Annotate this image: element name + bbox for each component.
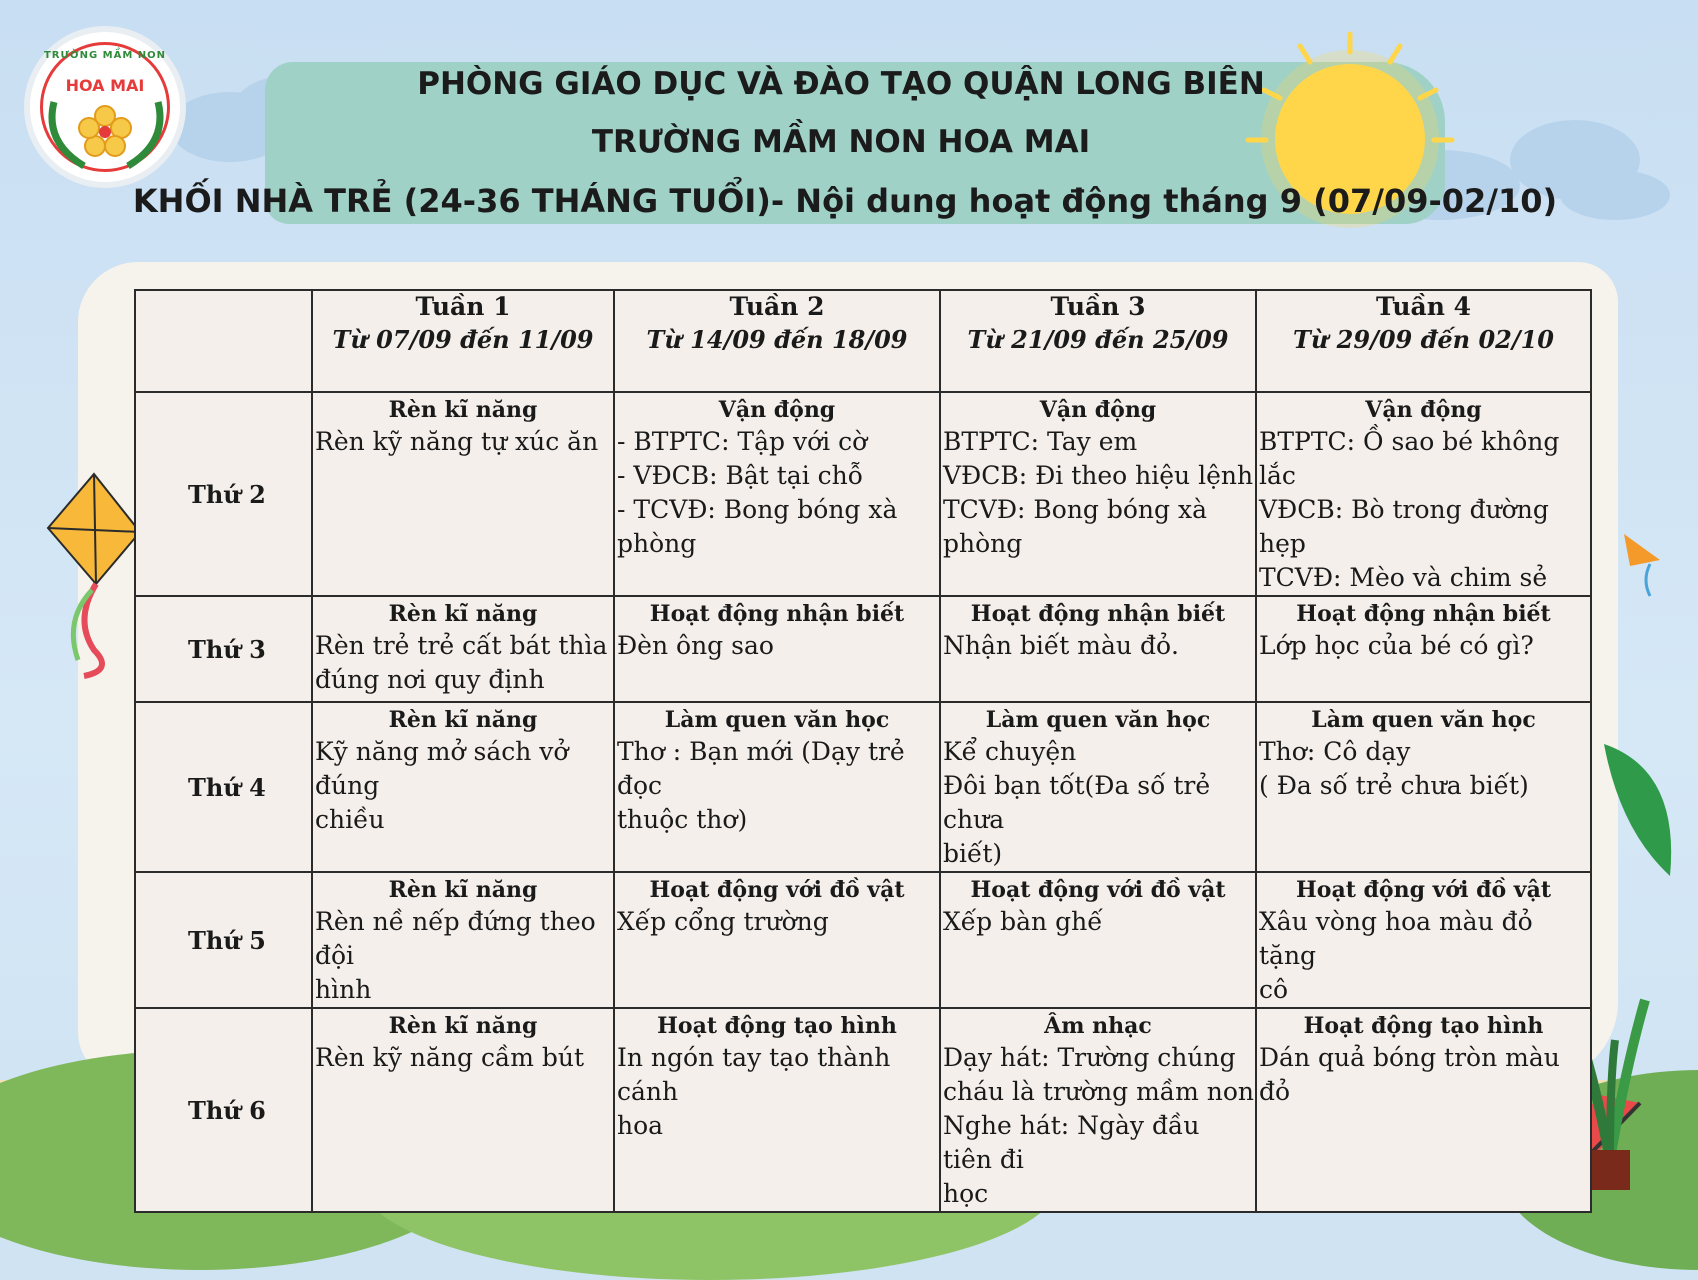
week-name: Tuần 2: [729, 292, 825, 321]
activity-line: - TCVĐ: Bong bóng xà: [617, 495, 898, 524]
week-range: Từ 29/09 đến 02/10: [1293, 325, 1554, 354]
activity-cell: [940, 1008, 1256, 1212]
activity-cell: [1256, 702, 1591, 872]
activity-cell: [614, 1008, 940, 1212]
day-cell: Thứ 3: [135, 596, 312, 702]
activity-cell: [614, 392, 940, 596]
activity-category: Hoạt động với đồ vật: [1295, 877, 1552, 903]
activity-line: cô: [1259, 975, 1289, 1004]
activity-line: chiều: [315, 805, 385, 834]
activity-category: Hoạt động nhận biết: [970, 601, 1226, 627]
activity-line: Dạy hát: Trường chúng: [943, 1043, 1236, 1072]
activity-line: VĐCB: Bò trong đường hẹp: [1259, 495, 1549, 558]
activity-cell: [940, 702, 1256, 872]
corner-cell: [135, 290, 312, 392]
activity-cell: [312, 596, 614, 702]
table-row: [135, 872, 1591, 1008]
activity-cell: [1256, 872, 1591, 1008]
activity-line: hình: [315, 975, 372, 1004]
leaf-decoration: [1600, 740, 1680, 880]
header-line-plan-title: KHỐI NHÀ TRẺ (24-36 THÁNG TUỔI)- Nội dung hoạt động tháng 9 (07/09-02/10): [132, 182, 1558, 220]
activity-cell: [940, 872, 1256, 1008]
leaf-wreath-icon: [44, 92, 168, 172]
activity-line: Xâu vòng hoa màu đỏ tặng: [1259, 907, 1533, 970]
activity-category: Hoạt động với đồ vật: [649, 877, 905, 903]
activity-category: Vận động: [1039, 397, 1157, 423]
activity-category: Làm quen văn học: [664, 707, 890, 733]
activity-line: In ngón tay tạo thành cánh: [617, 1043, 891, 1106]
activity-cell: [312, 702, 614, 872]
activity-cell: [1256, 1008, 1591, 1212]
activity-line: Lớp học của bé có gì?: [1259, 631, 1534, 660]
activity-line: Rèn nề nếp đứng theo đội: [315, 907, 596, 970]
table-header-row: [135, 290, 1591, 392]
activity-cell: [614, 596, 940, 702]
logo-name: HOA MAI: [65, 76, 145, 95]
day-cell: Thứ 4: [135, 702, 312, 872]
activity-line: thuộc thơ): [617, 805, 748, 834]
activity-cell: [312, 1008, 614, 1212]
activity-cell: [614, 872, 940, 1008]
activity-line: Dán quả bóng tròn màu đỏ: [1259, 1043, 1560, 1106]
activity-line: BTPTC: Ồ sao bé không lắc: [1259, 427, 1560, 490]
activity-category: Rèn kĩ năng: [388, 397, 538, 423]
activity-category: Làm quen văn học: [1311, 707, 1536, 733]
activity-line: VĐCB: Đi theo hiệu lệnh: [943, 461, 1254, 490]
activity-category: Hoạt động tạo hình: [1303, 1013, 1544, 1039]
activity-category: Vận động: [718, 397, 836, 423]
activity-category: Âm nhạc: [1044, 1013, 1152, 1039]
activity-category: Làm quen văn học: [985, 707, 1211, 733]
day-cell: Thứ 2: [135, 392, 312, 596]
school-logo: [24, 26, 186, 188]
activity-line: Thơ: Cô dạy: [1259, 737, 1411, 766]
header-line-department: PHÒNG GIÁO DỤC VÀ ĐÀO TẠO QUẬN LONG BIÊN: [417, 66, 1265, 102]
activity-line: ( Đa số trẻ chưa biết): [1259, 771, 1529, 800]
activity-cell: [940, 596, 1256, 702]
day-cell: Thứ 5: [135, 872, 312, 1008]
activity-category: Hoạt động nhận biết: [649, 601, 905, 627]
table-row: [135, 392, 1591, 596]
table-row: [135, 702, 1591, 872]
week-header: [312, 290, 614, 392]
activity-line: TCVĐ: Mèo và chim sẻ: [1259, 563, 1548, 592]
activity-category: Hoạt động nhận biết: [1296, 601, 1551, 627]
activity-line: Xếp bàn ghế: [943, 907, 1103, 936]
activity-category: Rèn kĩ năng: [388, 707, 538, 733]
activity-category: Rèn kĩ năng: [388, 877, 538, 903]
activity-line: phòng: [943, 529, 1023, 558]
week-header: [1256, 290, 1591, 392]
schedule-table: [134, 289, 1592, 1213]
week-name: Tuần 3: [1050, 292, 1146, 321]
activity-line: biết): [943, 839, 1003, 868]
activity-line: Đôi bạn tốt(Đa số trẻ chưa: [943, 771, 1211, 834]
activity-line: BTPTC: Tay em: [943, 427, 1138, 456]
activity-line: Nghe hát: Ngày đầu tiên đi: [943, 1111, 1200, 1174]
table-row: [135, 596, 1591, 702]
activity-line: đúng nơi quy định: [315, 665, 545, 694]
week-name: Tuần 4: [1376, 292, 1471, 321]
activity-line: Kỹ năng mở sách vở đúng: [315, 737, 569, 800]
week-header: [940, 290, 1256, 392]
activity-category: Rèn kĩ năng: [388, 601, 538, 627]
activity-line: học: [943, 1179, 989, 1208]
activity-category: Vận động: [1365, 397, 1482, 423]
activity-line: phòng: [617, 529, 697, 558]
activity-cell: [1256, 392, 1591, 596]
activity-line: hoa: [617, 1111, 664, 1140]
kite-icon: [34, 470, 144, 680]
week-name: Tuần 1: [415, 292, 511, 321]
activity-line: Thơ : Bạn mới (Dạy trẻ đọc: [617, 737, 905, 800]
kite-icon: [1620, 530, 1670, 600]
activity-cell: [614, 702, 940, 872]
activity-category: Hoạt động với đồ vật: [970, 877, 1226, 903]
activity-line: Kể chuyện: [943, 737, 1077, 766]
schedule-body: [135, 392, 1591, 1212]
activity-cell: [940, 392, 1256, 596]
activity-category: Hoạt động tạo hình: [657, 1013, 897, 1039]
day-cell: Thứ 6: [135, 1008, 312, 1212]
week-range: Từ 07/09 đến 11/09: [332, 325, 594, 354]
activity-line: cháu là trường mầm non: [943, 1077, 1255, 1106]
week-range: Từ 14/09 đến 18/09: [646, 325, 908, 354]
activity-line: Xếp cổng trường: [617, 907, 829, 936]
activity-line: Nhận biết màu đỏ.: [943, 631, 1179, 660]
week-header: [614, 290, 940, 392]
activity-cell: [1256, 596, 1591, 702]
activity-line: TCVĐ: Bong bóng xà: [943, 495, 1207, 524]
activity-category: Rèn kĩ năng: [388, 1013, 538, 1039]
activity-line: - BTPTC: Tập với cờ: [617, 427, 868, 456]
header-line-school: TRƯỜNG MẦM NON HOA MAI: [591, 124, 1091, 160]
activity-line: - VĐCB: Bật tại chỗ: [617, 461, 864, 490]
activity-line: Đèn ông sao: [617, 631, 774, 660]
activity-line: Rèn kỹ năng tự xúc ăn: [315, 427, 599, 456]
activity-cell: [312, 872, 614, 1008]
table-row: [135, 1008, 1591, 1212]
activity-line: Rèn trẻ trẻ cất bát thìa: [315, 631, 608, 660]
week-range: Từ 21/09 đến 25/09: [967, 325, 1229, 354]
logo-arc-text: TRƯỜNG MẦM NON: [43, 50, 167, 61]
activity-line: Rèn kỹ năng cầm bút: [315, 1043, 585, 1072]
activity-cell: [312, 392, 614, 596]
